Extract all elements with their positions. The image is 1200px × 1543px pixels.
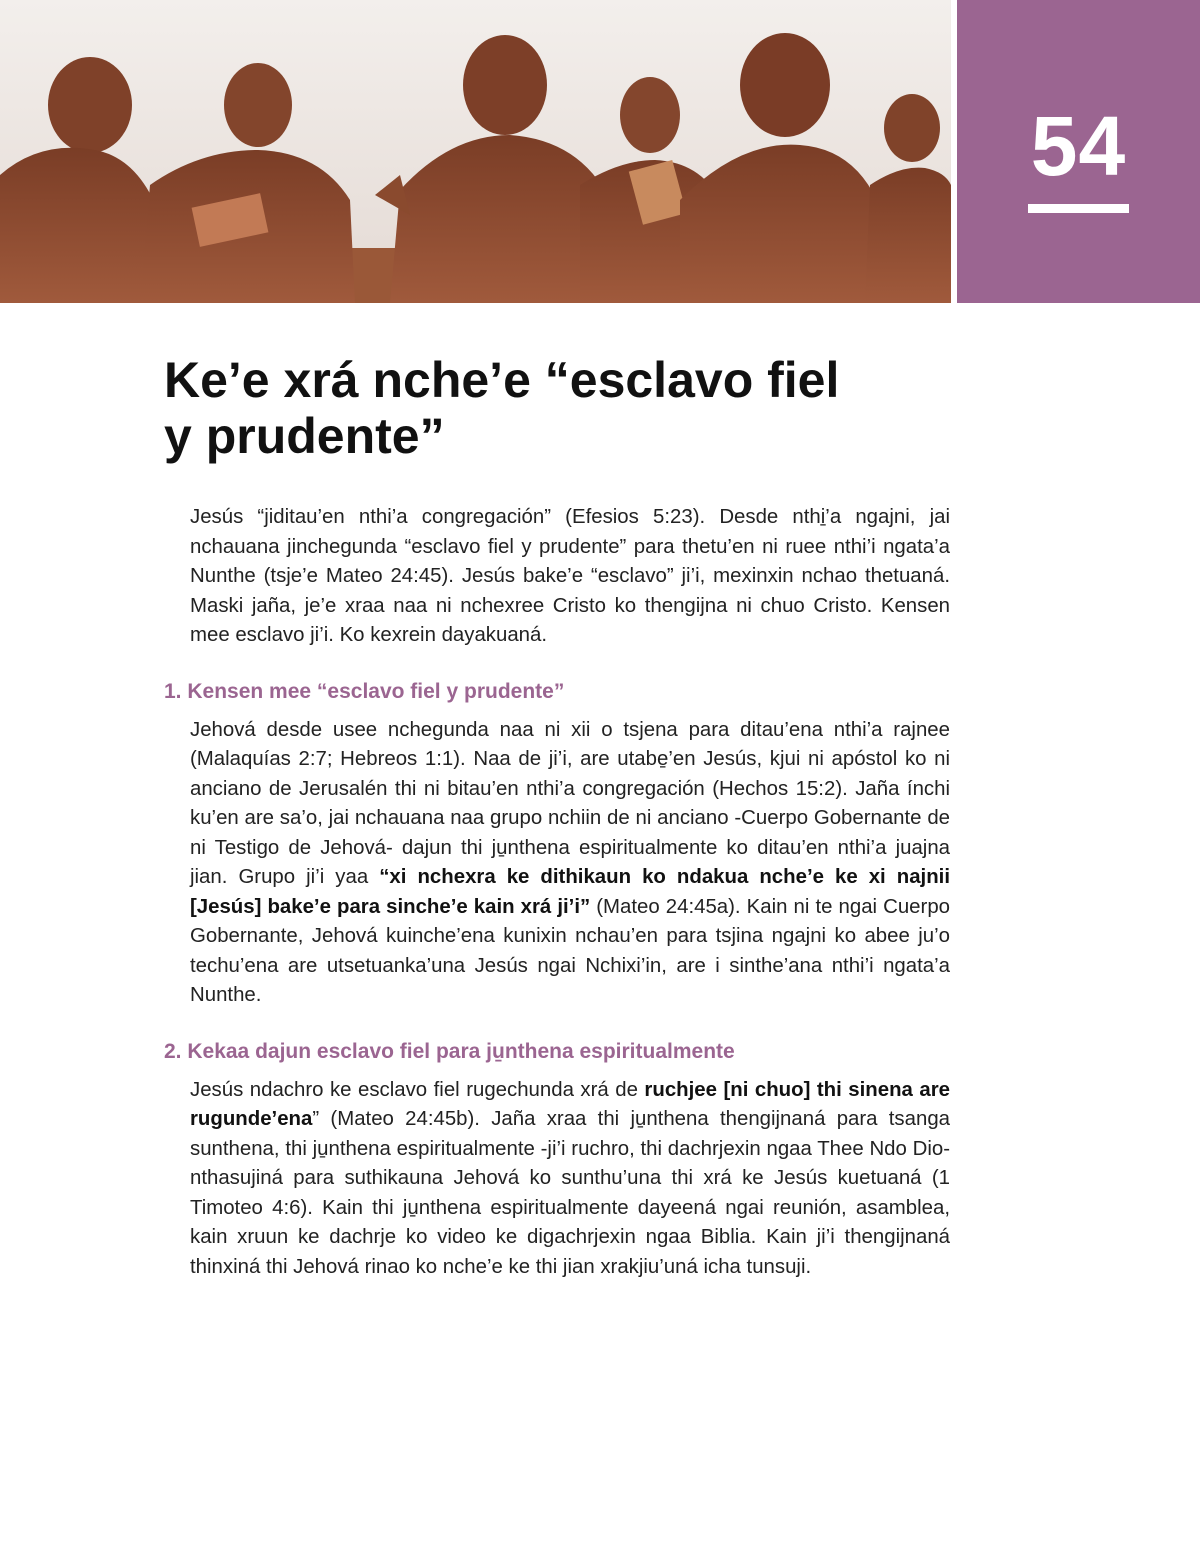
- chapter-number-underline: [1028, 204, 1129, 213]
- section-1-bold-quote: “xi nchexra ke dithikaun ko ndakua nche’e ke xi najnii [Jesús] bake’e para sinche’e kain xrá ji’i”: [190, 866, 950, 918]
- lesson-content: [164, 503, 950, 1282]
- chapter-number: 54: [1030, 99, 1127, 193]
- section-1-text-before: Jehová desde usee nchegunda naa ni xii o tsjena para ditau’ena nthi’a rajnee (Malaquías 2:7; Hebreos 1:1). Naa de ji’i, are utabe̱’en Jesús, kjui ni apóstol ko ni anciano de Jerusalén thi ni bitau’en nthi’a congregación (Hechos 15:2). Jaña ínchi ku’en are sa’o, jai nchauana naa grupo nchiin de ni anciano -Cuerpo Gobernante de ni Testigo de Jehová- dajun thi ju̱nthena espiritualmente ko ditau’en nthi’a juajna jian. Grupo ji’i yaa: [190, 718, 950, 888]
- section-2-text-after: ” (Mateo 24:45b). Jaña xraa thi ju̱nthena thengijnaná para tsanga sunthena, thi ju̱nthena espiritualmente -ji’i ruchro, thi dachrjexin ngaa Thee Ndo Dio- nthasujiná para suthikauna Jehová ko sunthu’una thi xrá ke Jesús kuetuaná (1 Timoteo 4:6). Kain thi ju̱nthena espiritualmente dayeená ngai reunión, asamblea, kain xruun ke dachrje ko video ke digachrjexin ngaa Biblia. Kain ji’i thengijnaná thinxiná thi Jehová rinao ko nche’e ke thi jian xrakjiu’uná icha tunsuji.: [190, 1108, 950, 1278]
- section-2-text-before: Jesús ndachro ke esclavo fiel rugechunda xrá de: [190, 1078, 645, 1101]
- page-title: [164, 352, 924, 464]
- section-2-heading: 2. Kekaa dajun esclavo fiel para ju̱nthena espiritualmente: [164, 1039, 735, 1063]
- section-1-heading: 1. Kensen mee “esclavo fiel y prudente”: [164, 679, 565, 703]
- page-title-line-1: Ke’e xrá nche’e “esclavo fiel: [164, 352, 840, 408]
- chapter-number-box: [957, 0, 1200, 303]
- page-title-line-2: y prudente”: [164, 408, 445, 464]
- section-2-bold-quote: ruchjee [ni chuo] thi sinena are rugunde’ena: [190, 1078, 950, 1130]
- section-1-text-after: (Mateo 24:45a). Kain ni te ngai Cuerpo Gobernante, Jehová kuinche’ena kunixin nchau’en para tsjina ngajni ko abee ju’o techu’ena are utsetuanka’una Jesús ngai Nchixi’in, are i sinthe’ana nthi’i ngata’a Nunthe.: [190, 895, 950, 1006]
- section-2-paragraph: [190, 1076, 950, 1283]
- section-1-paragraph: [190, 716, 950, 1011]
- intro-paragraph: Jesús “jiditau’en nthi’a congregación” (Efesios 5:23). Desde nthi̱’a ngajni, jai nchauana jinchegunda “esclavo fiel y prudente” para thetu’en ni ruee nthi’i ngata’a Nunthe (tsje’e Mateo 24:45). Jesús bake’e “esclavo” ji’i, mexinxin nchao thetuaná. Maski jaña, je’e xraa naa ni nchexree Cristo ko thengijna ni chuo Cristo. Kensen mee esclavo ji’i. Ko kexrein dayakuaná.: [190, 506, 950, 646]
- meeting-silhouette-image: [0, 0, 951, 303]
